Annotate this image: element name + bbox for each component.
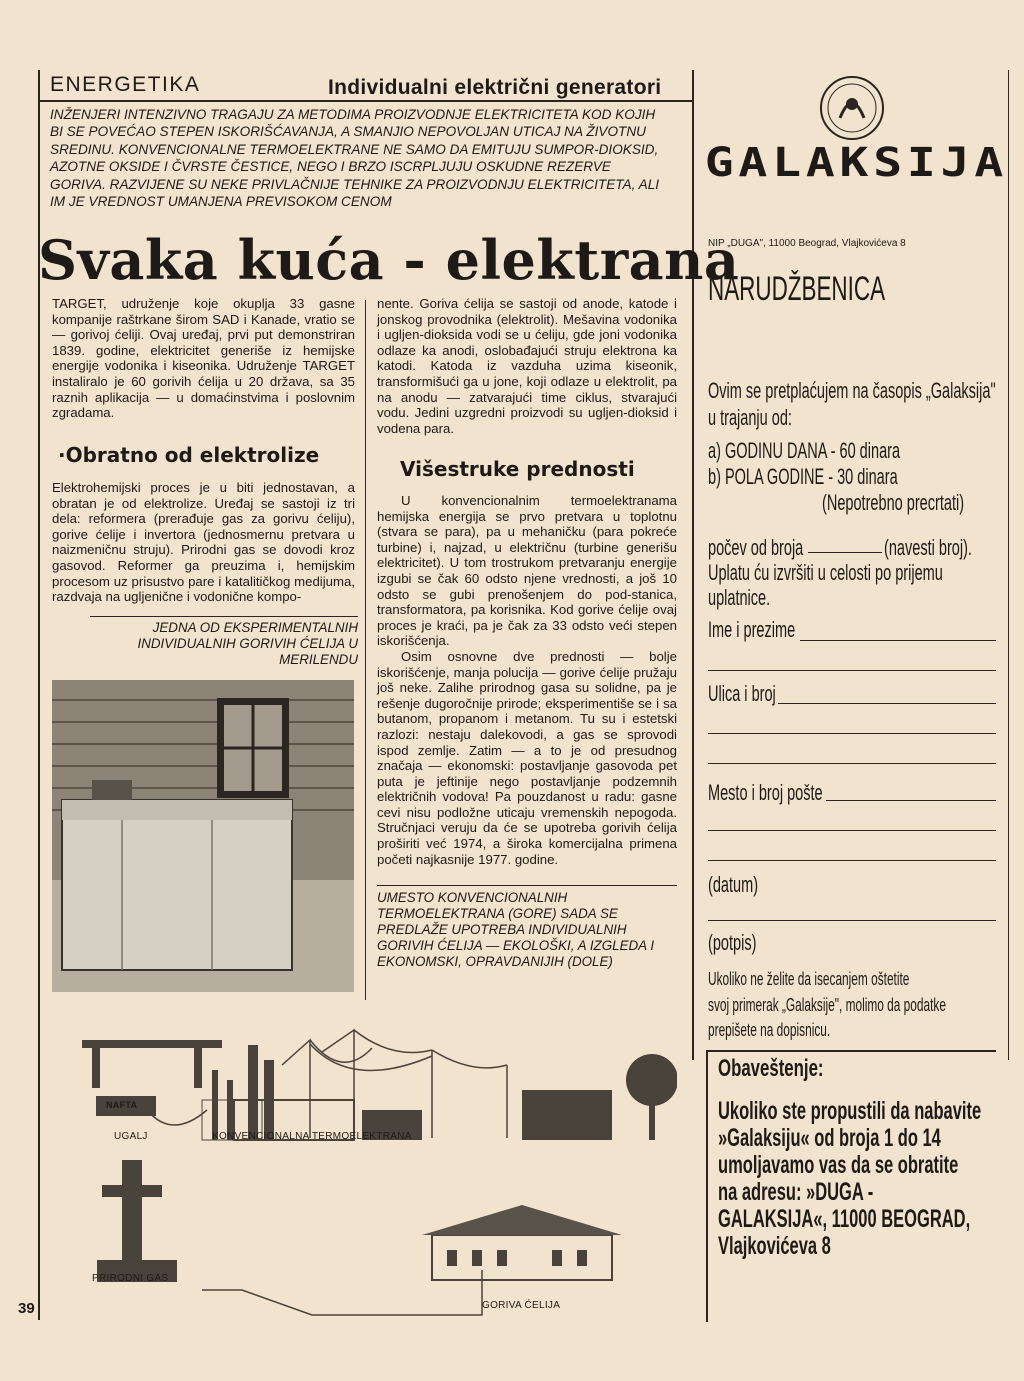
page-number: 39 bbox=[18, 1300, 35, 1317]
caption-rule bbox=[90, 616, 358, 617]
label-cell: GORIVA ĆELIJA bbox=[482, 1300, 561, 1311]
street-field-2[interactable] bbox=[708, 733, 996, 734]
name-label: Ime i prezime bbox=[708, 617, 796, 642]
caption2-rule bbox=[377, 885, 677, 886]
footer-line-3: prepišete na dopisnicu. bbox=[708, 1020, 831, 1040]
energy-diagram bbox=[52, 1000, 677, 1320]
option-b[interactable]: b) POLA GODINE - 30 dinara bbox=[708, 464, 898, 489]
city-field-3[interactable] bbox=[708, 860, 996, 861]
date-label: (datum) bbox=[708, 872, 759, 897]
subheading-1: ·Obratno od elektrolize bbox=[58, 443, 320, 467]
from-issue-hint: (navesti broj). bbox=[884, 535, 972, 560]
payment-line-1: Uplatu ću izvršiti u celosti po prijemu bbox=[708, 560, 943, 585]
right-border bbox=[1008, 70, 1009, 1060]
paragraph-5: Osim osnovne dve prednosti — bolje iskorišćenje, manja polucija — gorive ćelije pružaju još neke. Zalihe prirodnog gasa su solidne, pa je rešenje dugoročnije prirode; eksperimentiše se i sa butanom, propanom i metanom. Tu su i estetski razlozi: nestaju dalekovodi, a gas se sprovodi ispod zemlje. Zatim — a to je od presudnog značaja — ekonomski: postavljanje gasovoda pet puta je jeftinije nego postavljanje podzemnih električnih vodova! Pa pouzdanost u radu: gasne cevi nisu podložne uticaju vremenskih nepogoda. Stručnjaci veruju da će se upotreba gorivih ćelija proširiti već 1974, a široka komercijalna primena početi najkasnije 1977. godine. bbox=[377, 648, 677, 867]
city-field-2[interactable] bbox=[708, 830, 996, 831]
from-issue-field[interactable] bbox=[808, 552, 882, 553]
notice-title: Obaveštenje: bbox=[718, 1055, 824, 1082]
footer-line-1: Ukoliko ne želite da isecanjem oštetite bbox=[708, 969, 910, 989]
paragraph-3: nente. Goriva ćelija se sastoji od anode, katode i jonskog provodnika (elektrolit). Mešavina vodonika i ugljen-dioksida vodi se u ćeliju, gde joni vodonika odlaze ka anodi, oslobađajući struju elektrona ka katodi. Katoda iz vazduha uzima kiseonik, transformišući ga u jone, koji odlaze u elektrolit, pa na anodu — zatvarajući time ciklus, stvarajući vodu. Jedini uzgredni proizvodi su ugljen-dioksid i vodena para. bbox=[377, 296, 677, 436]
street-field[interactable] bbox=[778, 703, 996, 704]
paragraph-2: Elektrohemijski proces je u biti jednostavan, a obratan je od elektrolize. Uređaj se sastoji iz tri dela: reformera (prerađuje gas za gorivu ćeliju), gorive ćelije i invertora (jednosmernu pretvara u naizmeničnu struju). Prirodni gas se dovodi kroz gasovod. Reformer ga preuzima i, hemijskim procesom uz prisustvo pare i katalitičkog medijuma, razdvaja na ugljenične i vodonične kompo- bbox=[52, 480, 355, 605]
street-label: Ulica i broj bbox=[708, 681, 776, 706]
diagram-caption: UMESTO KONVENCIONALNIH TERMOELEKTRANA (GORE) SADA SE PREDLAŽE UPOTREBA INDIVIDUALNIH GORIVIH ĆELIJA — EKOLOŠKI, A IZGLEDA I EKONOMSKI, OPRAVDANIJIH (DOLE) bbox=[377, 890, 655, 969]
name-field[interactable] bbox=[800, 640, 996, 641]
header-rule bbox=[38, 100, 693, 102]
duration-line: u trajanju od: bbox=[708, 405, 792, 430]
name-field-2[interactable] bbox=[708, 670, 996, 671]
option-a[interactable]: a) GODINU DANA - 60 dinara bbox=[708, 438, 901, 463]
payment-line-2: uplatnice. bbox=[708, 585, 771, 610]
headline: Individualni električni generatori bbox=[328, 76, 662, 99]
lead-paragraph: INŽENJERI INTENZIVNO TRAGAJU ZA METODIMA PROIZVODNJE ELEKTRICITETA KOD KOJIH BI SE POVEĆAO STEPEN ISKORIŠĆAVANJA, A SMANJIO NEPOVOLJAN UTICAJ NA ŽIVOTNU SREDINU. KONVENCIONALNE TERMOELEKTRANE NE SAMO DA EMITUJU SUMPOR-DIOKSID, AZOTNE OKSIDE I ČVRSTE ČESTICE, NEGO I BRZO ISCRPLJUJU OSKUDNE REZERVE GORIVA. RAZVIJENE SU NEKE PRIVLAČNIJE TEHNIKE ZA PROIZVODNJU ELEKTRICITETA, ALI IM JE VREDNOST UMANJENA PREVISOKOM CENOM bbox=[50, 107, 660, 210]
order-form-title: NARUDŽBENICA bbox=[708, 270, 886, 308]
subscribe-line: Ovim se pretplaćujem na časopis „Galaksija" bbox=[708, 378, 996, 403]
cross-out-note: (Nepotrebno precrtati) bbox=[822, 490, 965, 515]
magazine-name: GALAKSIJA bbox=[704, 140, 1009, 186]
label-nafta: NAFTA bbox=[106, 1100, 138, 1110]
publisher-line: NIP „DUGA", 11000 Beograd, Vlajkovićeva 8 bbox=[708, 238, 906, 249]
subheading-2: Višestruke prednosti bbox=[400, 457, 635, 481]
city-label: Mesto i broj pošte bbox=[708, 780, 823, 805]
paragraph-4-5 bbox=[377, 493, 677, 867]
notice-body: Ukoliko ste propustili da nabavite »Galaksiju« od broja 1 do 14 umoljavamo vas da se obratite na adresu: »DUGA - GALAKSIJA«, 11000 BEOGRAD, Vlajkovićeva 8 bbox=[718, 1097, 982, 1260]
paragraph-1: TARGET, udruženje koje okuplja 33 gasne kompanije raštrkane širom SAD i Kanade, vratio se — gorivoj ćeliji. Ovaj uređaj, prvi put demonstriran 1839. godine, elektricitet generiše iz hemijske energije vodonika i kiseonika. Udruženje TARGET instaliralo je 60 gorivih ćelija u 20 država, sa 35 raznih aplikacija — u domaćinstvima i poslovnim zgradama. bbox=[52, 296, 355, 421]
article-title: Svaka kuća - elektrana bbox=[38, 228, 740, 292]
column-divider bbox=[692, 70, 694, 1060]
street-field-3[interactable] bbox=[708, 763, 996, 764]
galaksija-logo bbox=[818, 74, 886, 142]
photo-caption: JEDNA OD EKSPERIMENTALNIH INDIVIDUALNIH GORIVIH ĆELIJA U MERILENDU bbox=[137, 620, 358, 667]
paragraph-4: U konvencionalnim termoelektranama hemijska energija se prvo pretvara u toplotnu (stvara se para), pa u mehaničku (para pokreće turbine) i, najzad, u električnu (turbine generišu elektricitet). U tom trostrukom pretvaranju energije izgubi se čak 60 odsto njene vrednosti, a još 10 odsto se gubi prenošenjem do pod-stanica, transformatora, pa korisnika. Kod gorive ćelije ovaj proces je kraći, pa je čak za 33 odsto veći stepen iskorišćenja. bbox=[377, 493, 677, 649]
inner-column-rule bbox=[365, 300, 366, 1000]
section-label: ENERGETIKA bbox=[50, 73, 201, 96]
footer-line-2: svoj primerak „Galaksije", molimo da podatke bbox=[708, 995, 946, 1015]
city-field[interactable] bbox=[826, 800, 996, 801]
label-konv: KONVENCIONALNA TERMOELEKTRANA bbox=[212, 1131, 412, 1142]
signature-label: (potpis) bbox=[708, 930, 757, 955]
from-issue-label: počev od broja bbox=[708, 535, 804, 560]
label-gas: PRIRODNI GAS bbox=[92, 1273, 169, 1284]
label-ugalj: UGALJ bbox=[114, 1131, 148, 1142]
signature-field[interactable] bbox=[708, 920, 996, 921]
fuel-cell-photo bbox=[52, 680, 354, 992]
